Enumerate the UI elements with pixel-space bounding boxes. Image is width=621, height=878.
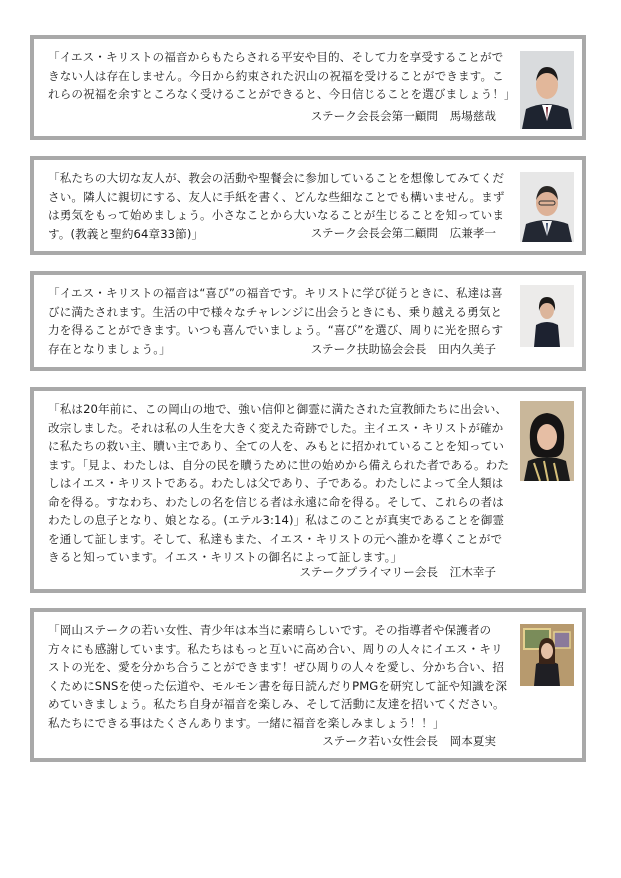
speaker-name: 広兼孝一 xyxy=(449,226,496,240)
message-quote: 「イエス・キリストの福音からもたらされる平安や目的、そして力を享受することができない人は存在しません。今日から約束された沢山の祝福を受けることができます。これらの祝福を余すところなく受けることができると、今日信じることを選びましょう！」 xyxy=(48,50,516,101)
message-signature xyxy=(311,107,496,126)
speaker-photo xyxy=(520,285,574,347)
message-quote: 「岡山ステークの若い女性、青少年は本当に素晴らしいです。その指導者や保護者の方々にも感謝しています。私たちはもっと互いに高め合い、周りの人々にイエス・キリストの光を、愛を分かち合うことができます！ぜひ周りの人々を愛し、分かち合い、招くためにSNSを使った伝道や、モルモン書を毎日読んだりPMGを研究して証や知識を深めていきましょう。私たち自身が福音を楽しみ、そして活動に友達を招いてください。私たちにできる事はたくさんあります。一緒に福音を楽しみましょう！！」 xyxy=(48,623,508,730)
message-card xyxy=(30,35,586,140)
message-signature xyxy=(311,224,496,243)
speaker-name: 江木幸子 xyxy=(449,565,496,579)
speaker-photo xyxy=(520,51,574,129)
speaker-title: ステーク会長会第二顧問 xyxy=(310,226,438,240)
speaker-title: ステークプライマリー会長 xyxy=(299,565,438,579)
message-signature xyxy=(299,563,496,582)
speaker-title: ステーク会長会第一顧問 xyxy=(310,109,438,123)
speaker-name: 馬場慈哉 xyxy=(449,109,496,123)
message-signature xyxy=(311,340,496,359)
speaker-title: ステーク若い女性会長 xyxy=(322,734,438,748)
message-card xyxy=(30,608,586,762)
speaker-photo xyxy=(520,624,574,686)
speaker-title: ステーク扶助協会会長 xyxy=(310,342,427,356)
message-quote: 「私たちの大切な友人が、教会の活動や聖餐会に参加していることを想像してみてください。隣人に親切にする、友人に手紙を書く、どんな些細なことでも構いません。まずは勇気をもって始めましょう。小さなことから大いなることが生じることを知っています。(教義と聖約64章33節)」 xyxy=(48,171,505,241)
message-card xyxy=(30,156,586,255)
speaker-photo xyxy=(520,172,574,242)
speaker-name: 田内久美子 xyxy=(438,342,496,356)
message-quote: 「イエス・キリストの福音は“喜び”の福音です。キリストに学び従うときに、私達は喜びに満たされます。生活の中で様々なチャレンジに出会うときにも、乗り越える勇気と力を得ることができます。いつも喜んでいましょう。“喜び”を選び、周りに光を照らす存在となりましょう。」 xyxy=(48,286,504,356)
speaker-photo xyxy=(520,401,574,481)
speaker-name: 岡本夏実 xyxy=(449,734,496,748)
message-card xyxy=(30,387,586,593)
message-signature xyxy=(322,732,496,751)
message-quote: 「私は20年前に、この岡山の地で、強い信仰と御霊に満たされた宣教師たちに出会い、改宗しました。それは私の人生を大きく変えた奇跡でした。主イエス・キリストが確かに私たちの救い主、贖い主であり、全ての人を、みもとに招かれていることを知っています。「見よ、わたしは、自分の民を贖うために世の始めから備えられた者である。わたしはイエス・キリストである。わたしは父であり、子である。わたしによって全人類は命を得る。すなわち、わたしの名を信じる者は永遠に命を得る。そして、これらの者はわたしの息子となり、娘となる。(エテル3:14)」私はこのことが真実であることを御霊を通して証します。そして、私達もまた、イエス・キリストの元へ誰かを導くことができると知っています。イエス・キリストの御名によって証します。」 xyxy=(48,402,510,564)
message-card xyxy=(30,271,586,371)
